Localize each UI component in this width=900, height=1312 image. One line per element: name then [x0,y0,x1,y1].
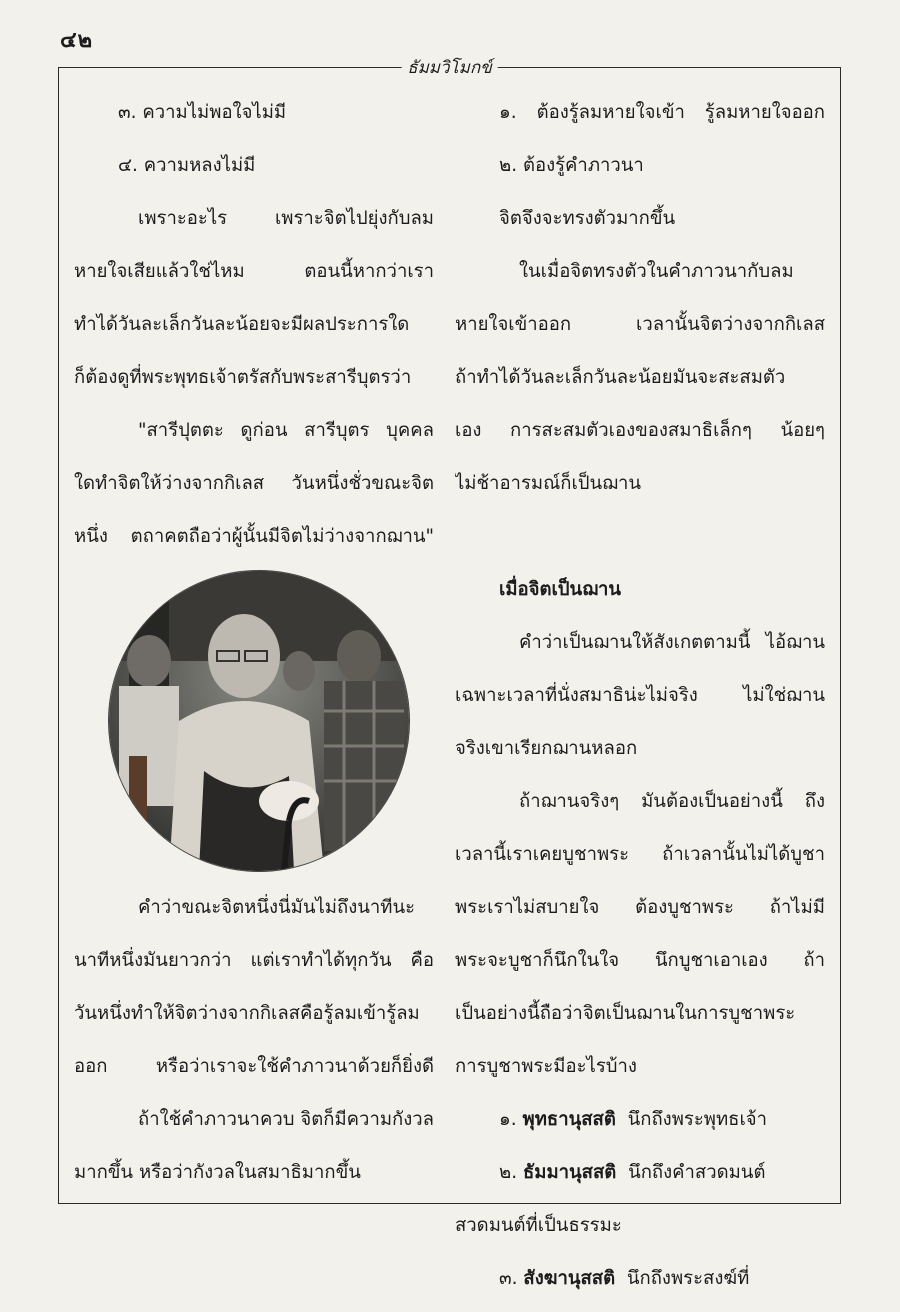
recollection-item [455,1153,825,1206]
left-column [74,93,434,1206]
quote-line: "สารีปุตตะ ดูก่อน สารีบุตร บุคคล [138,420,434,441]
item-desc: นึกถึงพระพุทธเจ้า [627,1109,767,1130]
item-term: พุทธานุสสติ [522,1109,616,1130]
paragraph-line: เพราะอะไร เพราะจิตไปยุ่งกับลม [138,208,434,229]
photo-area [74,570,434,888]
paragraph-line: ถ้าฌานจริงๆ มันต้องเป็นอย่างนี้ ถึง [519,791,825,812]
item-number: ๓. [499,1268,518,1289]
paragraph-line: ไม่ช้าอารมณ์ก็เป็นฌาน [455,473,641,494]
paragraph-line: เวลานี้เราเคยบูชาพระ ถ้าเวลานั้นไม่ได้บูชา [455,844,825,865]
paragraph-line: มากขึ้น หรือว่ากังวลในสมาธิมากขึ้น [74,1162,361,1183]
paragraph-line: คำว่าเป็นฌานให้สังเกตตามนี้ ไอ้ฌาน [519,632,825,653]
paragraph-line: ถ้าทำได้วันละเล็กวันละน้อยมันจะสะสมตัว [455,367,786,388]
quote-line: หนึ่ง ตถาคตถือว่าผู้นั้นมีจิตไม่ว่างจากฌาน" [74,526,434,547]
recollection-item [455,1259,825,1312]
right-column [455,93,825,1312]
monk-photo [108,570,410,872]
paragraph-line: จิตจึงจะทรงตัวมากขึ้น [499,208,676,229]
paragraph-line: วันหนึ่งทำให้จิตว่างจากกิเลสคือรู้ลมเข้ารู้ลม [74,1003,420,1024]
paragraph-line: ในเมื่อจิตทรงตัวในคำภาวนากับลม [519,261,794,282]
paragraph-line: หายใจเสียแล้วใช่ไหม ตอนนี้หากว่าเรา [74,261,434,282]
page-number: ๔๒ [60,28,94,53]
paragraph-line: นาทีหนึ่งมันยาวกว่า แต่เราทำได้ทุกวัน คือ [74,950,434,971]
item-term: สังฆานุสสติ [523,1268,616,1289]
item-number: ๑. [499,1109,517,1130]
paragraph-line: การบูชาพระมีอะไรบ้าง [455,1056,637,1077]
quote-line: ใดทำจิตให้ว่างจากกิเลส วันหนึ่งชั่วขณะจิต [74,473,434,494]
paragraph-line: ทำได้วันละเล็กวันละน้อยจะมีผลประการใด [74,314,410,335]
paragraph-line: เฉพาะเวลาที่นั่งสมาธิน่ะไม่จริง ไม่ใช่ฌาน [455,685,825,706]
list-item: ๑. ต้องรู้ลมหายใจเข้า รู้ลมหายใจออก [499,102,825,123]
paragraph-line: ๔. ความหลงไม่มี [118,155,256,176]
paragraph-line: คำว่าขณะจิตหนึ่งนี่มันไม่ถึงนาทีนะ [138,897,416,918]
paragraph-line: พระเราไม่สบายใจ ต้องบูชาพระ ถ้าไม่มี [455,897,825,918]
paragraph-line: เอง การสะสมตัวเองของสมาธิเล็กๆ น้อยๆ [455,420,825,441]
list-item: ๒. ต้องรู้คำภาวนา [499,155,644,176]
section-heading: เมื่อจิตเป็นฌาน [499,579,622,600]
item-desc: นึกถึงพระสงฆ์ที่ [626,1268,750,1289]
paragraph-line: หายใจเข้าออก เวลานั้นจิตว่างจากกิเลส [455,314,825,335]
paragraph-line: ๓. ความไม่พอใจไม่มี [118,102,287,123]
paragraph-line: เป็นอย่างนี้ถือว่าจิตเป็นฌานในการบูชาพระ [455,1003,796,1024]
item-number: ๒. [499,1162,518,1183]
running-head: ธัมมวิโมกข์ [401,54,498,81]
paragraph-line: ออก หรือว่าเราจะใช้คำภาวนาด้วยก็ยิ่งดี [74,1056,434,1077]
paragraph-line: ถ้าใช้คำภาวนาควบ จิตก็มีความกังวล [138,1109,434,1130]
paragraph-line: ก็ต้องดูที่พระพุทธเจ้าตรัสกับพระสารีบุตรว่า [74,367,412,388]
item-term: ธัมมานุสสติ [522,1162,617,1183]
paragraph-line: สวดมนต์ที่เป็นธรรมะ [455,1215,622,1236]
paragraph-line: พระจะบูชาก็นึกในใจ นึกบูชาเอาเอง ถ้า [455,950,825,971]
paragraph-line: จริงเขาเรียกฌานหลอก [455,738,638,759]
item-desc: นึกถึงคำสวดมนต์ [628,1162,766,1183]
blank-line [455,517,825,570]
recollection-item [455,1100,825,1153]
page-frame [58,58,841,1289]
